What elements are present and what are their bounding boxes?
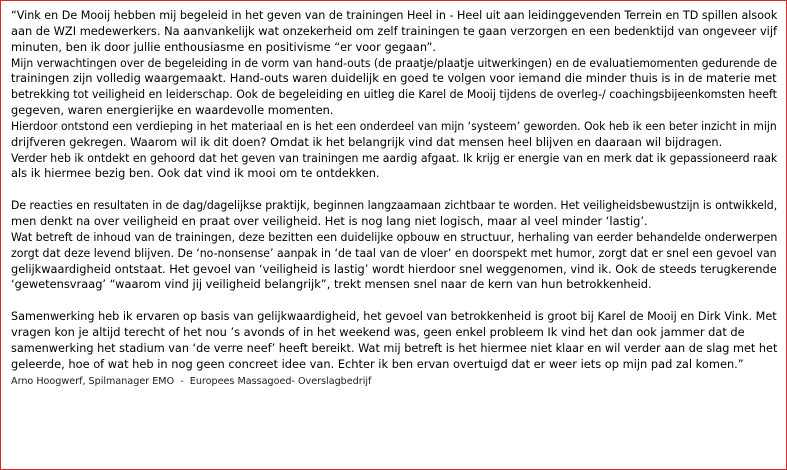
text-line: gelijkwaardigheid ontstaat. Het gevoel van ‘veiligheid is lastig’ wordt hierdoor snel weggenomen, vind ik. Ook de steeds terugkerende [11,261,777,276]
text-line: De reacties en resultaten in de dag/dagelijkse praktijk, beginnen langzaamaan zichtbaar te worden. Het veiligheidsbewustzijn is ontwikkeld, [11,198,778,213]
text-line: betrekking tot veiligheid en leiderschap. Ook de begeleiding en uitleg die Karel de Mooij tijdens de overleg-/ coachingsbijeenkomsten heeft [11,87,777,102]
paragraph-2 [11,198,781,293]
text-line: Hierdoor ontstond een verdieping in het materiaal en is het een onderdeel van mijn ‘systeem’ geworden. Ook heb ik een beter inzicht in mijn [11,118,777,133]
text-line: Wat betreft de inhoud van de trainingen, deze bezitten een duidelijke opbouw en structuur, herhaling van eerder behandelde onderwerpen [11,229,778,244]
paragraph-1 [11,8,781,182]
paragraph-spacer [11,182,781,198]
text-line: “Vink en De Mooij hebben mij begeleid in het geven van de trainingen Heel in - Heel uit aan leidinggevenden Terrein en TD spillen alsook [11,8,778,22]
text-line: aan de WZI medewerkers. Na aanvankelijk wat onzekerheid om zelf trainingen te gaan verzorgen en een bedenktijd van ongeveer vijf [11,23,778,38]
text-line: men denkt na over veiligheid en praat over veiligheid. Het is nog lang niet logisch, maar al veel minder ‘lastig’. [11,213,648,228]
text-line: trainingen zijn volledig waargemaakt. Hand-outs waren duidelijk en goed te volgen voor iemand die minder thuis is in de materie met [11,71,777,86]
text-line: als ik hiermee bezig ben. Ook dat vind ik mooi om te ontdekken. [11,166,380,181]
signature: Arno Hoogwerf, Spilmanager EMO - Europees Massagoed- Overslagbedrijf [11,376,372,388]
text-line: vragen kon je altijd terecht of het nou ’s avonds of in het weekend was, geen enkel probleem Ik vind het dan ook jammer dat de [11,324,745,339]
testimonial-text [11,8,781,388]
text-line: samenwerking het stadium van ‘de verre neef’ heeft bereikt. Wat mij betreft is het hiermee niet klaar en wil verder aan de slag met het [11,340,778,355]
text-line: drijfveren gekregen. Waarom wil ik dit doen? Omdat ik het belangrijk vind dat mensen heel blijven en daaraan wil bijdragen. [11,134,723,149]
paragraph-spacer [11,293,781,309]
text-line: gegeven, waren energierijke en waardevolle momenten. [11,103,334,118]
text-line: ‘gewetensvraag’ “waarom vind jij veiligheid belangrijk”, trekt mensen snel naar de kern van hun betrokkenheid. [11,277,652,292]
text-line: geleerde, hoe of wat heb in nog geen concreet idee van. Echter ik ben ervan overtuigd dat er weer iets op mijn pad zal komen.” [11,356,744,371]
text-line: zorgt dat deze levend blijven. De ‘no-nonsense’ aanpak in ‘de taal van de vloer’ en doorspekt met humor, zorgt dat er snel een gevoel van [11,245,777,260]
text-line: Mijn verwachtingen over de begeleiding in de vorm van hand-outs (de praatje/plaatje uitwerkingen) en de evaluatiemomenten gedurende de [11,55,778,70]
text-line: Samenwerking heb ik ervaren op basis van gelijkwaardigheid, het gevoel van betrokkenheid is groot bij Karel de Mooij en Dirk Vink. Met [11,309,777,324]
paragraph-3 [11,309,781,372]
text-line: minuten, ben ik door jullie enthousiasme en positivisme “er voor gegaan”. [11,39,436,54]
text-line: Verder heb ik ontdekt en gehoord dat het geven van trainingen me aardig afgaat. Ik krijg er energie van en merk dat ik gepassioneerd raak [11,150,778,165]
